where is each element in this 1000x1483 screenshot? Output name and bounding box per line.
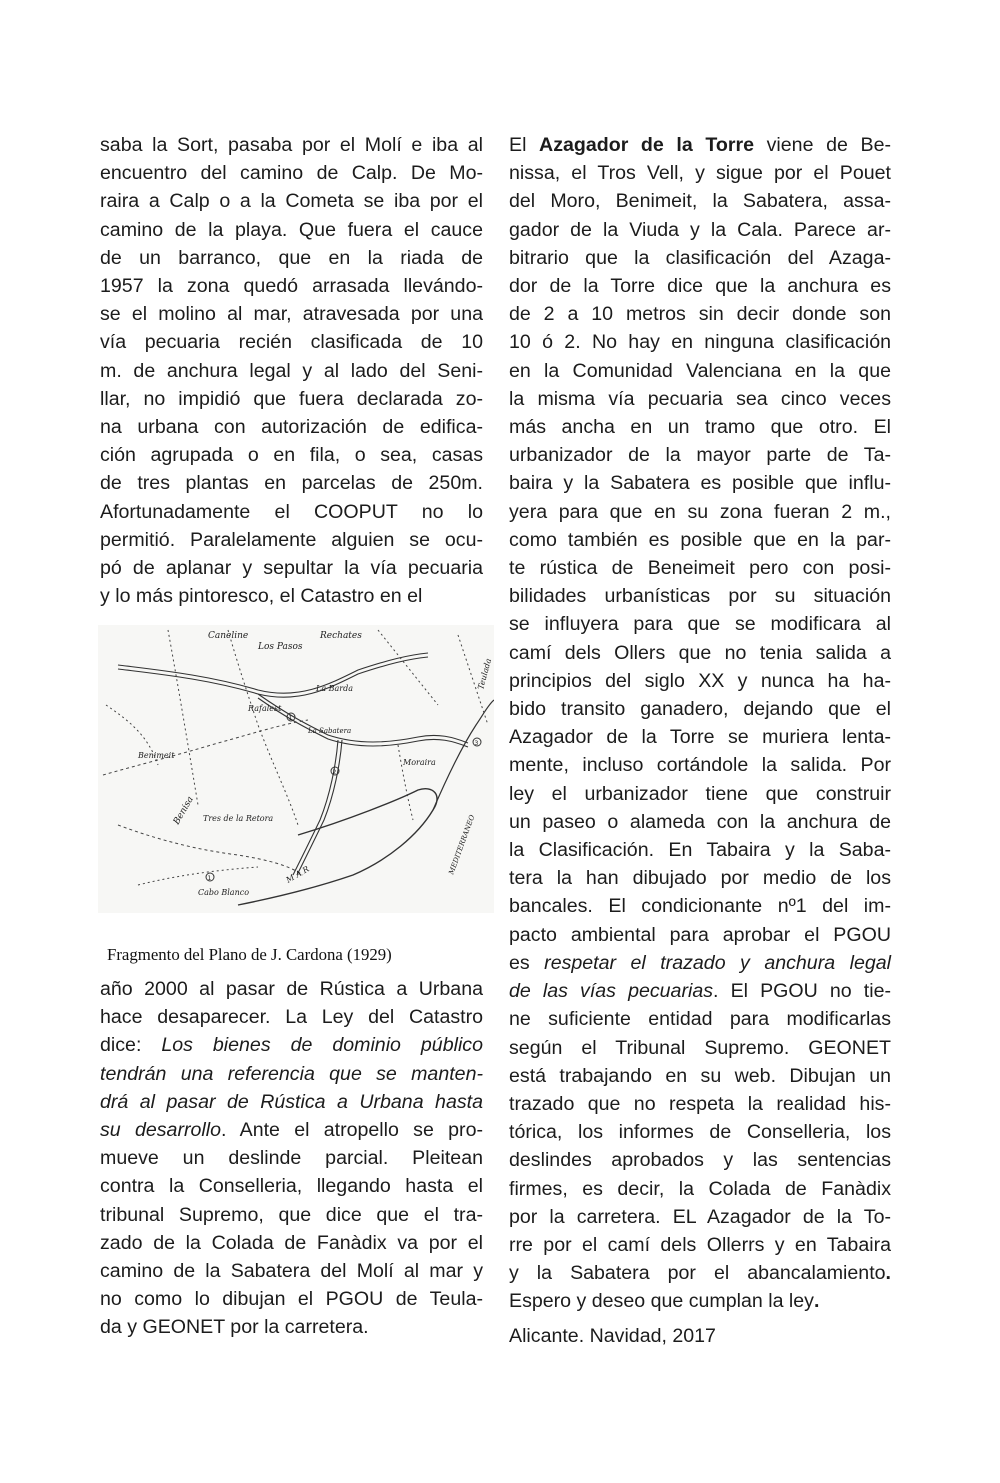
svg-text:2: 2 (332, 769, 337, 776)
right-column (509, 131, 891, 1316)
text-line (509, 1005, 891, 1033)
text-line (509, 751, 891, 779)
text-line (509, 498, 891, 526)
text-line (509, 244, 891, 272)
text-segment: camí dels Ollers que no tenia salida a (509, 641, 891, 664)
text-line (509, 131, 891, 159)
text-segment: hace desaparecer. La Ley del Catastro (100, 1006, 483, 1029)
text-segment: no como lo dibujan el PGOU de Teula- (100, 1288, 483, 1311)
text-segment: Azagador de la Torre (539, 134, 755, 156)
text-segment: la Clasificación. En Tabaira y la Saba- (509, 839, 891, 862)
text-line (100, 1201, 483, 1229)
map-label-rafalest: Rafalest (248, 704, 282, 713)
text-line (100, 975, 483, 1003)
text-line (509, 780, 891, 808)
text-line (509, 977, 891, 1005)
text-segment: . Ante el atropello se pro- (221, 1119, 483, 1142)
text-line: raira a Calp o a la Cometa se iba por el (100, 190, 483, 213)
text-line (509, 695, 891, 723)
text-segment: se influyera para que se modificara al (509, 613, 891, 636)
text-line: permitió. Paralelamente alguien se ocu- (100, 528, 483, 551)
text-line: saba la Sort, pasaba por el Molí e iba al (100, 134, 483, 156)
text-segment: del Moro, Benimeit, la Sabatera, assa- (509, 190, 891, 213)
text-line (100, 1144, 483, 1172)
text-segment: nissa, el Tros Vell, y sigue por el Pouet (509, 162, 891, 185)
text-segment: 10 ó 2. No hay en ninguna clasificación (509, 331, 891, 354)
map-label-mediterraneo: MEDITERRANEO (447, 813, 477, 876)
text-line (100, 1116, 483, 1144)
historic-map-figure (98, 625, 494, 913)
text-segment: la misma vía pecuaria sea cinco veces (509, 387, 891, 410)
text-line (509, 1118, 891, 1146)
text-segment: drá al pasar de Rústica a Urbana hasta (100, 1090, 483, 1113)
text-line: Afortunadamente el COOPUT no lo (100, 500, 483, 523)
map-drawing (98, 625, 494, 913)
text-line (509, 610, 891, 638)
text-line (509, 582, 891, 610)
svg-text:1: 1 (207, 875, 212, 882)
text-line (509, 667, 891, 695)
text-segment: Espero y deseo que cumplan la ley (509, 1290, 814, 1313)
text-line (509, 469, 891, 497)
text-segment: bilidades urbanísticas por su situación (509, 585, 891, 608)
text-segment: más ancha en un tramo que otro. El (509, 416, 891, 439)
text-line: camino de la playa. Que fuera el cauce (100, 218, 483, 241)
map-caption: Fragmento del Plano de J. Cardona (1929) (107, 945, 392, 964)
map-label-rechates: Rechates (320, 631, 362, 641)
text-segment: viene de Be- (754, 134, 891, 156)
text-segment: de las vías pecuarias (509, 980, 714, 1003)
text-line: pó de aplanar y sepultar la vía pecuaria (100, 557, 483, 580)
text-segment: yera para que en su zona fueran 2 m., (509, 500, 891, 523)
text-segment: baira y la Sabatera es posible que influ- (509, 472, 891, 495)
text-line (100, 1285, 483, 1313)
text-line (509, 921, 891, 949)
map-label-teulada: Teulada (476, 657, 494, 691)
text-segment: bido transito ganadero, dejando que el (509, 698, 891, 721)
text-line: ción agrupada o en fila, o sea, casas (100, 444, 483, 467)
map-label-benisa: Benisa (171, 794, 196, 827)
text-line: se el molino al mar, atravesada por una (100, 303, 483, 326)
text-line (100, 1229, 483, 1257)
text-segment: gador de la Viuda y la Cala. Parece ar- (509, 218, 891, 241)
text-line (509, 187, 891, 215)
text-segment: por la carretera. EL Azagador de la To- (509, 1205, 891, 1228)
text-line: encuentro del camino de Calp. De Mo- (100, 162, 483, 185)
text-line: 1957 la zona quedó arrasada llevándo- (100, 275, 483, 298)
text-segment: . (885, 1262, 891, 1285)
text-line (100, 1257, 483, 1285)
text-line (509, 1175, 891, 1203)
text-segment: deslindes aprobados y las sentencias (509, 1149, 891, 1172)
text-line (100, 1003, 483, 1031)
text-line (100, 1031, 483, 1059)
text-line (509, 639, 891, 667)
text-line (100, 1060, 483, 1088)
text-segment: principios del siglo XX y nunca ha ha- (509, 669, 891, 692)
text-line (100, 1088, 483, 1116)
text-segment: te rústica de Beneimeit pero con posi- (509, 557, 891, 580)
text-segment: ley el urbanizador tiene que construir (509, 782, 891, 805)
text-line (509, 328, 891, 356)
text-line (509, 216, 891, 244)
text-segment: firmes, es decir, la Colada de Fanàdix (509, 1177, 891, 1200)
text-segment: mueve un deslinde parcial. Pleitean (100, 1147, 483, 1170)
closing-line: Alicante. Navidad, 2017 (509, 1325, 716, 1347)
text-segment: mente, incluso cortándole la salida. Por (509, 754, 891, 777)
text-line (509, 808, 891, 836)
map-label-cabo-blanco: Cabo Blanco (198, 888, 250, 897)
text-line (509, 272, 891, 300)
text-segment: Los bienes de dominio público (161, 1034, 483, 1057)
text-line (509, 1062, 891, 1090)
text-segment: es (509, 951, 545, 974)
text-segment: tribunal Supremo, que dice que el tra- (100, 1203, 483, 1226)
text-segment: bancales. El condicionante nº1 del im- (509, 895, 891, 918)
text-segment: dice: (100, 1034, 162, 1057)
text-segment: camino de la Sabatera del Molí al mar y (100, 1260, 483, 1283)
text-line (509, 159, 891, 187)
text-segment: tendrán una referencia que se manten- (100, 1062, 483, 1085)
text-line (509, 836, 891, 864)
map-label-los-pasos: Los Pasos (258, 642, 303, 652)
text-segment: como también es posible que en la par- (509, 528, 891, 551)
text-line (509, 413, 891, 441)
text-segment: da y GEONET por la carretera. (100, 1316, 369, 1339)
text-segment: tera la han dibujado por medio de los (509, 867, 891, 890)
text-line (509, 949, 891, 977)
text-line (509, 300, 891, 328)
text-line: m. de anchura legal y al lado del Seni- (100, 359, 483, 382)
text-line (509, 723, 891, 751)
text-segment: zado de la Colada de Fanàdix va por el (100, 1231, 483, 1254)
text-segment: urbanizador de la mayor parte de Ta- (509, 444, 891, 467)
text-segment: está trabajando en su web. Dibujan un (509, 1064, 891, 1087)
text-line (509, 554, 891, 582)
text-segment: año 2000 al pasar de Rústica a Urbana (100, 978, 483, 1000)
text-line (509, 892, 891, 920)
text-segment: un paseo o alameda con la anchura de (509, 810, 891, 833)
text-line (509, 1259, 891, 1287)
text-line: de tres plantas en parcelas de 250m. (100, 472, 483, 495)
text-segment: dor de la Torre dice que la anchura es (509, 275, 891, 298)
left-column-bottom (100, 975, 483, 1342)
map-label-mar: M A R (284, 864, 311, 885)
text-segment: rre por el camí dels Ollerrs y en Tabaira (509, 1233, 891, 1256)
text-segment: pacto ambiental para aprobar el PGOU (509, 923, 891, 946)
text-segment: de 2 a 10 metros sin decir donde son (509, 303, 891, 326)
text-line (100, 1313, 483, 1341)
map-label-tres-retora: Tres de la Retora (203, 814, 274, 823)
text-line: na urbana con autorización de edifica- (100, 416, 483, 439)
map-label-moraira: Moraira (403, 758, 436, 767)
text-segment: ne suficiente entidad para modificarlas (509, 1008, 891, 1031)
text-line (509, 441, 891, 469)
text-line (509, 385, 891, 413)
text-line (509, 357, 891, 385)
text-line (100, 1172, 483, 1200)
text-segment: en la Comunidad Valenciana en la que (509, 359, 891, 382)
svg-text:1: 1 (288, 715, 293, 722)
text-line: de un barranco, que en la riada de (100, 246, 483, 269)
text-line (509, 1287, 891, 1315)
left-column-top (100, 131, 483, 610)
map-label-caneline: Caneline (208, 631, 249, 641)
text-line: vía pecuaria recién clasificada de 10 (100, 331, 483, 354)
text-line (509, 1034, 891, 1062)
text-segment: . El PGOU no tie- (713, 980, 891, 1003)
text-segment: respetar el trazado y anchura legal (544, 951, 891, 974)
text-segment: El (509, 134, 540, 156)
text-line: llar, no impidió que fuera declarada zo- (100, 387, 483, 410)
text-line (509, 1231, 891, 1259)
map-label-la-barda: La Barda (316, 684, 353, 693)
svg-text:3: 3 (474, 740, 479, 747)
text-line: y lo más pintoresco, el Catastro en el (100, 585, 423, 608)
text-line (509, 1146, 891, 1174)
text-segment: su desarrollo (100, 1119, 222, 1142)
text-segment: según el Tribunal Supremo. GEONET (509, 1036, 891, 1059)
text-segment: y la Sabatera por el abancalamiento (509, 1262, 886, 1285)
map-label-benimeit: Benimeit (138, 751, 175, 760)
text-segment: contra la Conselleria, llegando hasta el (100, 1175, 483, 1198)
text-segment: tórica, los informes de Conselleria, los (509, 1121, 891, 1144)
text-line (509, 1090, 891, 1118)
text-segment: trazado que no respeta la realidad his- (509, 1092, 891, 1115)
text-line (509, 1203, 891, 1231)
text-segment: bitrario que la clasificación del Azaga- (509, 246, 891, 269)
map-label-sabatera: La Sabatera (308, 727, 352, 735)
text-line (509, 526, 891, 554)
text-segment: . (813, 1290, 820, 1313)
text-segment: Azagador de la Torre se muriera lenta- (509, 726, 891, 749)
text-line (509, 864, 891, 892)
